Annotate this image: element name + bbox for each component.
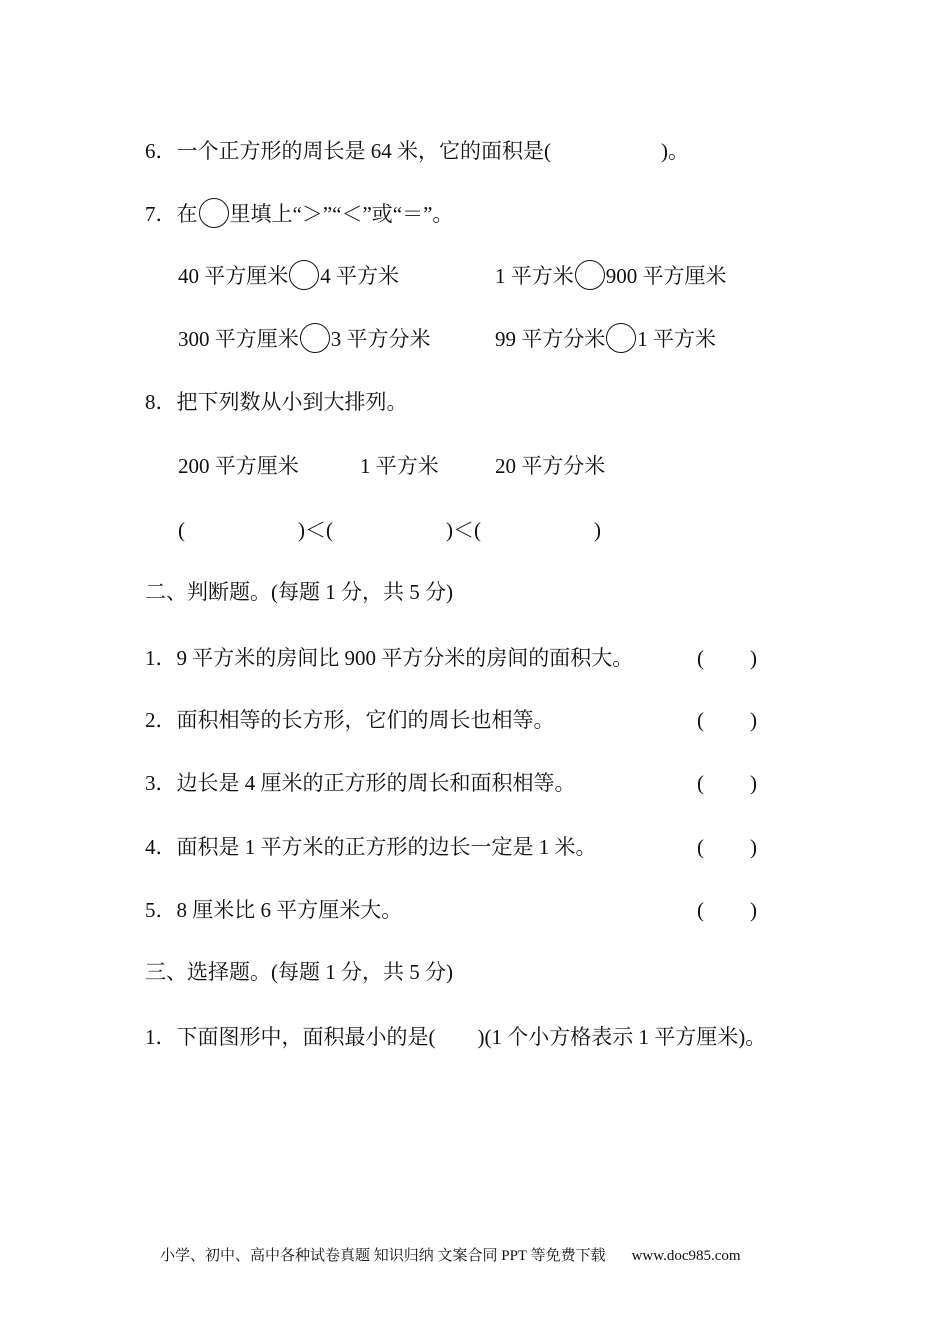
judge-item: 1．9 平方米的房间比 900 平方分米的房间的面积大。 — [145, 646, 634, 670]
compare-item: 300 平方厘米 3 平方分米 — [178, 323, 431, 354]
order-paren: ) — [594, 518, 601, 542]
question-6: 6．一个正方形的周长是 64 米，它的面积是( )。 — [145, 139, 689, 163]
order-paren: )＜( — [298, 518, 333, 542]
compare-circle[interactable] — [606, 323, 636, 353]
judge-paren-close: ) — [750, 835, 757, 859]
choice-question: 1．下面图形中，面积最小的是( )(1 个小方格表示 1 平方厘米)。 — [145, 1025, 767, 1049]
section-title: 二、判断题。(每题 1 分，共 5 分) — [145, 580, 453, 604]
judge-answer-blank[interactable] — [708, 643, 748, 673]
order-blank[interactable] — [488, 515, 592, 545]
question-7: 7．在 里填上“＞”“＜”或“＝”。 — [145, 198, 453, 229]
question-number: 6． — [145, 139, 177, 163]
judge-paren-close: ) — [750, 898, 757, 922]
order-blank[interactable] — [196, 515, 296, 545]
judge-paren-close: ) — [750, 646, 757, 670]
judge-answer-blank[interactable] — [708, 705, 748, 735]
question-text: 一个正方形的周长是 64 米，它的面积是( — [176, 139, 551, 163]
compare-circle[interactable] — [575, 260, 605, 290]
circle-icon — [199, 198, 229, 228]
footer-url[interactable]: www.doc985.com — [631, 1248, 741, 1264]
judge-item: 5．8 厘米比 6 平方厘米大。 — [145, 898, 403, 922]
compare-item: 99 平方分米 1 平方米 — [495, 323, 716, 354]
sort-item: 20 平方分米 — [495, 454, 606, 478]
compare-item: 40 平方厘米 4 平方米 — [178, 260, 399, 291]
sort-item: 200 平方厘米 — [178, 454, 299, 478]
judge-item: 4．面积是 1 平方米的正方形的边长一定是 1 米。 — [145, 835, 597, 859]
sort-item: 1 平方米 — [360, 454, 439, 478]
order-paren: ( — [178, 518, 185, 542]
judge-answer-blank[interactable] — [708, 832, 748, 862]
compare-circle[interactable] — [300, 323, 330, 353]
question-text: 把下列数从小到大排列。 — [176, 390, 408, 414]
judge-item: 2．面积相等的长方形，它们的周长也相等。 — [145, 708, 555, 732]
compare-item: 1 平方米 900 平方厘米 — [495, 260, 727, 291]
judge-paren-open: ( — [697, 771, 704, 795]
judge-paren-open: ( — [697, 708, 704, 732]
page-footer — [160, 1244, 741, 1268]
judge-paren-open: ( — [697, 646, 704, 670]
question-8 — [145, 387, 408, 417]
footer-text: 小学、初中、高中各种试卷真题 知识归纳 文案合同 PPT 等免费下载 — [160, 1248, 606, 1264]
judge-paren-open: ( — [697, 898, 704, 922]
judge-paren-close: ) — [750, 708, 757, 732]
question-number: 7． — [145, 202, 177, 226]
compare-circle[interactable] — [289, 260, 319, 290]
question-number: 8． — [145, 390, 177, 414]
order-paren: )＜( — [446, 518, 481, 542]
section-title: 三、选择题。(每题 1 分，共 5 分) — [145, 960, 453, 984]
judge-answer-blank[interactable] — [708, 768, 748, 798]
judge-paren-close: ) — [750, 771, 757, 795]
judge-item: 3．边长是 4 厘米的正方形的周长和面积相等。 — [145, 771, 576, 795]
judge-answer-blank[interactable] — [708, 895, 748, 925]
judge-paren-open: ( — [697, 835, 704, 859]
order-blank[interactable] — [340, 515, 444, 545]
